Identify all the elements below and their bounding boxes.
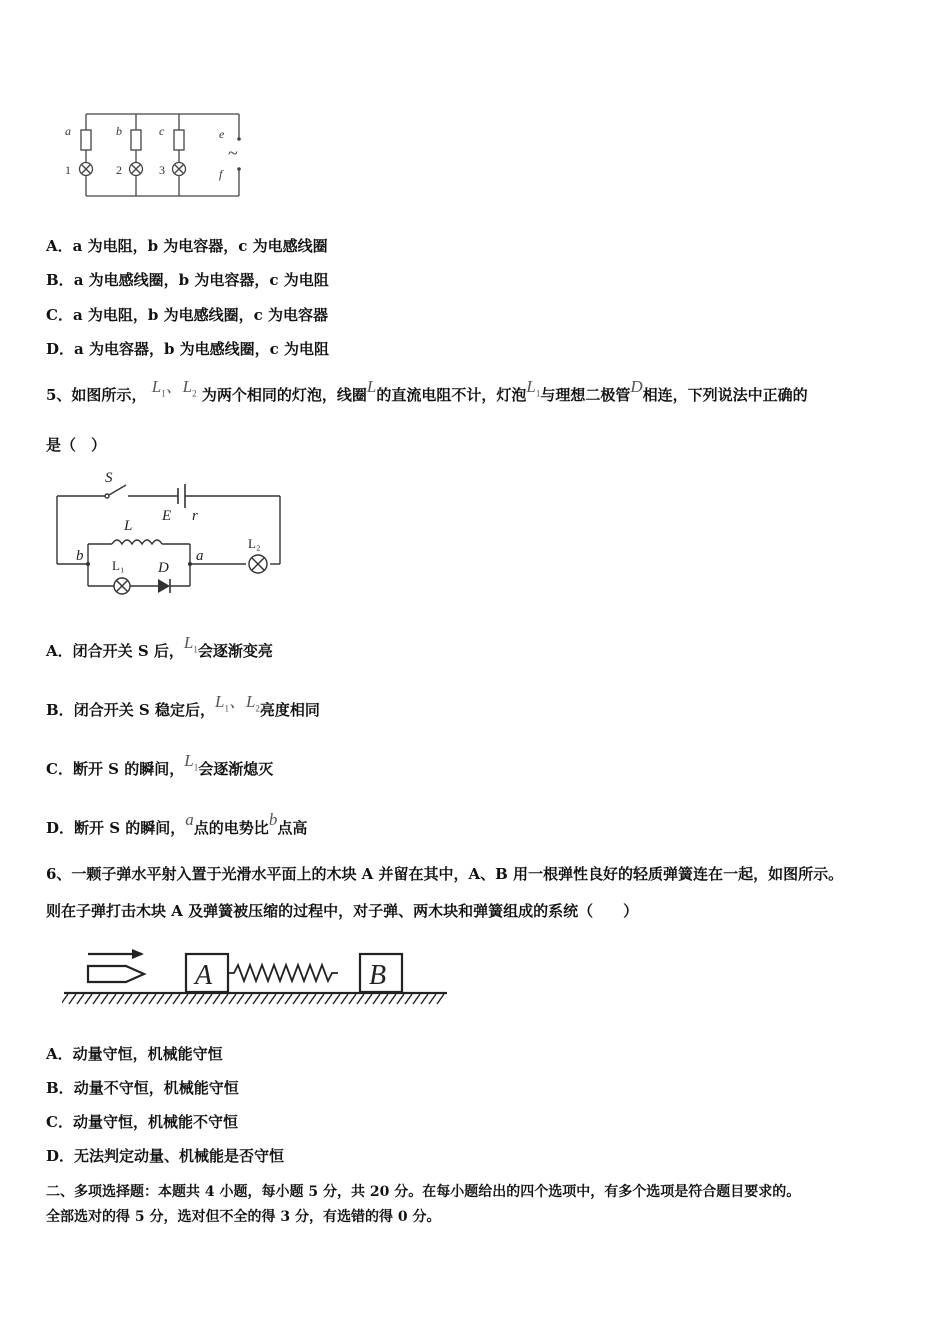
option-text: a 为电感线圈，b 为电容器，c 为电阻 — [73, 271, 329, 289]
q5-option-b[interactable]: B．闭合开关 S 稳定后，$L_1$、$L_2$亮度相同 — [46, 692, 320, 719]
option-letter: C． — [46, 306, 73, 324]
ground-hatch-line — [85, 994, 92, 1004]
ground-hatch-line — [293, 994, 300, 1004]
ground-hatch-line — [101, 994, 108, 1004]
q5-option-c[interactable]: C．断开 S 的瞬间，$L_1$会逐渐熄灭 — [46, 751, 274, 778]
ground-hatch-line — [229, 994, 236, 1004]
ground-hatch-line — [413, 994, 420, 1004]
ground-hatch-line — [437, 994, 444, 1004]
ground-hatch-line — [333, 994, 340, 1004]
label-e: E — [162, 508, 172, 524]
q4-option-d[interactable] — [46, 339, 329, 359]
option-letter: D． — [46, 340, 75, 358]
ground-hatch-line — [349, 994, 356, 1004]
ground-hatch-line — [109, 994, 116, 1004]
label-c: c — [159, 124, 165, 138]
label-3: 3 — [159, 163, 165, 177]
ground-hatch-line — [405, 994, 412, 1004]
ground-hatch-line — [357, 994, 364, 1004]
label-block-a: A — [195, 960, 213, 991]
q4-option-b[interactable] — [46, 270, 329, 290]
symbol-l1: $L_1$ — [151, 377, 166, 399]
ground-hatch-line — [93, 994, 100, 1004]
symbol-a: a — [185, 810, 194, 829]
label-l2: L₂ — [248, 536, 261, 551]
q5-circuit-diagram — [50, 468, 290, 600]
q6-option-b[interactable]: B．动量不守恒，机械能守恒 — [46, 1079, 239, 1097]
ac-symbol: ~ — [228, 143, 238, 163]
ground-hatch-line — [389, 994, 396, 1004]
ground-hatch-line — [261, 994, 268, 1004]
ground-hatch-line — [373, 994, 380, 1004]
label-2: 2 — [116, 163, 122, 177]
q6-blocks-spring-diagram — [62, 944, 452, 1012]
label-b: b — [76, 548, 84, 564]
ground-hatch-line — [125, 994, 132, 1004]
ground-hatch-line — [221, 994, 228, 1004]
ground-hatch-line — [205, 994, 212, 1004]
option-letter: B． — [46, 271, 74, 289]
ground-hatch-line — [245, 994, 252, 1004]
q5-option-a[interactable]: A．闭合开关 S 后，$L_1$会逐渐变亮 — [46, 633, 273, 660]
q6-stem-line2: 则在子弹打击木块 A 及弹簧被压缩的过程中，对子弹、两木块和弹簧组成的系统（ ） — [46, 902, 639, 920]
ground-hatch-line — [421, 994, 428, 1004]
label-b: b — [116, 124, 122, 138]
symbol-b: b — [268, 810, 278, 829]
q4-option-a[interactable] — [46, 236, 328, 256]
ground-hatch-line — [197, 994, 204, 1004]
ground-hatch-line — [365, 994, 372, 1004]
ground-hatch-line — [62, 994, 68, 1004]
ground-hatch-line — [77, 994, 84, 1004]
label-s: S — [105, 470, 113, 486]
ground-hatch-line — [133, 994, 140, 1004]
symbol-l: L — [366, 377, 377, 396]
ground-hatch-line — [317, 994, 324, 1004]
ground-hatch-line — [117, 994, 124, 1004]
q4-option-c[interactable] — [46, 305, 328, 325]
ground-hatch-line — [213, 994, 220, 1004]
label-d: D — [158, 560, 169, 576]
ground-hatch-line — [237, 994, 244, 1004]
q6-option-d[interactable]: D．无法判定动量、机械能是否守恒 — [46, 1147, 285, 1165]
ground-hatch-line — [301, 994, 308, 1004]
symbol-l2: $L_2$ — [182, 377, 197, 399]
label-f: f — [219, 167, 223, 181]
option-text: a 为电阻，b 为电感线圈，c 为电容器 — [72, 306, 328, 324]
label-1: 1 — [65, 163, 71, 177]
symbol-l1: $L_1$ — [183, 633, 198, 655]
ground-hatch-line — [341, 994, 348, 1004]
option-letter: A． — [46, 237, 73, 255]
ground-hatch-line — [309, 994, 316, 1004]
ground-hatch-line — [285, 994, 292, 1004]
label-a: a — [196, 548, 204, 564]
ground-hatch-line — [165, 994, 172, 1004]
q5-stem-line2: 是（ ） — [46, 436, 107, 454]
ground-hatch-line — [325, 994, 332, 1004]
section-2-heading: 二、多项选择题：本题共 4 小题，每小题 5 分，共 20 分。在每小题给出的四个选项中，有多个选项是符合题目要求的。 — [46, 1184, 801, 1200]
q6-option-a[interactable]: A．动量守恒，机械能守恒 — [46, 1045, 223, 1063]
label-l: L — [124, 518, 133, 534]
q5-stem: 5、如图所示， $L_1$、$L_2$ 为两个相同的灯泡，线圈L的直流电阻不计，灯泡$L_1$与理想二极管D相连，下列说法中正确的 — [46, 377, 808, 404]
label-a: a — [65, 124, 71, 138]
ground-hatch-line — [397, 994, 404, 1004]
label-r: r — [192, 508, 198, 524]
ground-hatch-line — [149, 994, 156, 1004]
ground-hatch-line — [181, 994, 188, 1004]
ground-hatch-line — [157, 994, 164, 1004]
ground-hatch-line — [253, 994, 260, 1004]
symbol-l1: $L_1$ — [214, 692, 229, 714]
option-text: a 为电阻，b 为电容器，c 为电感线圈 — [72, 237, 328, 255]
ground-hatch-line — [141, 994, 148, 1004]
ground-hatch-line — [189, 994, 196, 1004]
q6-stem-line1: 6、一颗子弹水平射入置于光滑水平面上的木块 A 并留在其中，A、B 用一根弹性良好的轻质弹簧连在一起，如图所示。 — [46, 865, 844, 883]
q4-circuit-diagram — [56, 108, 256, 206]
ground-hatch-line — [69, 994, 76, 1004]
symbol-l1: $L_1$ — [184, 751, 199, 773]
ground-hatch-line — [381, 994, 388, 1004]
q6-option-c[interactable]: C．动量守恒，机械能不守恒 — [46, 1113, 238, 1131]
option-text: a 为电容器，b 为电感线圈，c 为电阻 — [74, 340, 330, 358]
ground-hatch-line — [277, 994, 284, 1004]
section-2-instructions: 全部选对的得 5 分，选对但不全的得 3 分，有选错的得 0 分。 — [46, 1209, 441, 1225]
label-e: e — [219, 127, 225, 141]
symbol-l2: $L_2$ — [245, 692, 260, 714]
label-l1: L₁ — [112, 558, 125, 573]
q5-option-d[interactable]: D．断开 S 的瞬间，a点的电势比b点高 — [46, 810, 308, 837]
ground-hatch-line — [269, 994, 276, 1004]
label-block-b: B — [369, 960, 387, 991]
ground-hatch-line — [429, 994, 436, 1004]
ground-hatch-line — [173, 994, 180, 1004]
symbol-d: D — [630, 377, 643, 396]
symbol-l1: $L_1$ — [526, 377, 541, 399]
